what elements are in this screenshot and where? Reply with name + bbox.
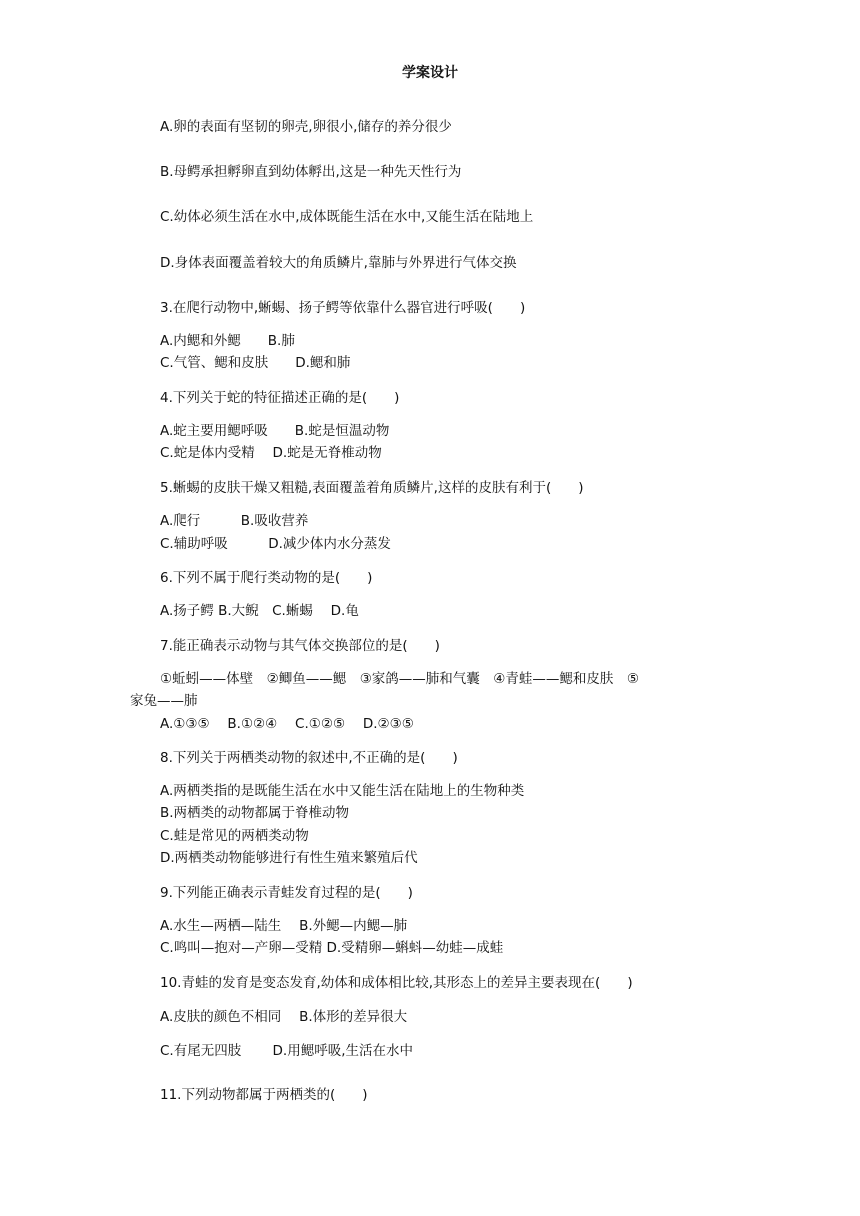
question-4: 4.下列关于蛇的特征描述正确的是( )	[160, 390, 400, 406]
page-title: 学案设计	[402, 65, 458, 81]
q9-options-ab: A.水生—两栖—陆生 B.外鳃—内鳃—肺	[160, 918, 408, 934]
q8-option-c: C.蛙是常见的两栖类动物	[160, 828, 309, 844]
option-d-line: D.身体表面覆盖着较大的角质鳞片,靠肺与外界进行气体交换	[160, 255, 517, 271]
q10-options-cd: C.有尾无四肢 D.用鳃呼吸,生活在水中	[160, 1043, 413, 1059]
question-9: 9.下列能正确表示青蛙发育过程的是( )	[160, 885, 413, 901]
q7-statement-line-1: ①蚯蚓——体壁 ②鲫鱼——鳃 ③家鸽——肺和气囊 ④青蛙——鳃和皮肤 ⑤	[160, 671, 640, 687]
question-11: 11.下列动物都属于两栖类的( )	[160, 1087, 368, 1103]
question-5: 5.蜥蜴的皮肤干燥又粗糙,表面覆盖着角质鳞片,这样的皮肤有利于( )	[160, 480, 584, 496]
q3-options-ab: A.内鳃和外鳃 B.肺	[160, 333, 295, 349]
q7-options: A.①③⑤ B.①②④ C.①②⑤ D.②③⑤	[160, 716, 414, 732]
q8-option-b: B.两栖类的动物都属于脊椎动物	[160, 805, 350, 821]
question-7: 7.能正确表示动物与其气体交换部位的是( )	[160, 638, 440, 654]
q5-options-ab: A.爬行 B.吸收营养	[160, 513, 309, 529]
q9-options-cd: C.鸣叫—抱对—产卵—受精 D.受精卵—蝌蚪—幼蛙—成蛙	[160, 940, 504, 956]
question-3: 3.在爬行动物中,蜥蜴、扬子鳄等依靠什么器官进行呼吸( )	[160, 300, 526, 316]
option-a-line: A.卵的表面有坚韧的卵壳,卵很小,储存的养分很少	[160, 119, 452, 135]
q5-options-cd: C.辅助呼吸 D.减少体内水分蒸发	[160, 536, 391, 552]
q10-options-ab: A.皮肤的颜色不相同 B.体形的差异很大	[160, 1009, 408, 1025]
q8-option-d: D.两栖类动物能够进行有性生殖来繁殖后代	[160, 850, 418, 866]
q6-options: A.扬子鳄 B.大鲵 C.蜥蜴 D.龟	[160, 603, 359, 619]
option-b-line: B.母鳄承担孵卵直到幼体孵出,这是一种先天性行为	[160, 164, 462, 180]
option-c-line: C.幼体必须生活在水中,成体既能生活在水中,又能生活在陆地上	[160, 209, 534, 225]
q3-options-cd: C.气管、鳃和皮肤 D.鳃和肺	[160, 355, 351, 371]
question-10: 10.青蛙的发育是变态发育,幼体和成体相比较,其形态上的差异主要表现在( )	[160, 975, 633, 991]
q4-options-ab: A.蛇主要用鳃呼吸 B.蛇是恒温动物	[160, 423, 390, 439]
q8-option-a: A.两栖类指的是既能生活在水中又能生活在陆地上的生物种类	[160, 783, 525, 799]
q4-options-cd: C.蛇是体内受精 D.蛇是无脊椎动物	[160, 445, 382, 461]
q7-statement-line-2: 家兔——肺	[130, 693, 198, 709]
question-6: 6.下列不属于爬行类动物的是( )	[160, 570, 373, 586]
question-8: 8.下列关于两栖类动物的叙述中,不正确的是( )	[160, 750, 458, 766]
